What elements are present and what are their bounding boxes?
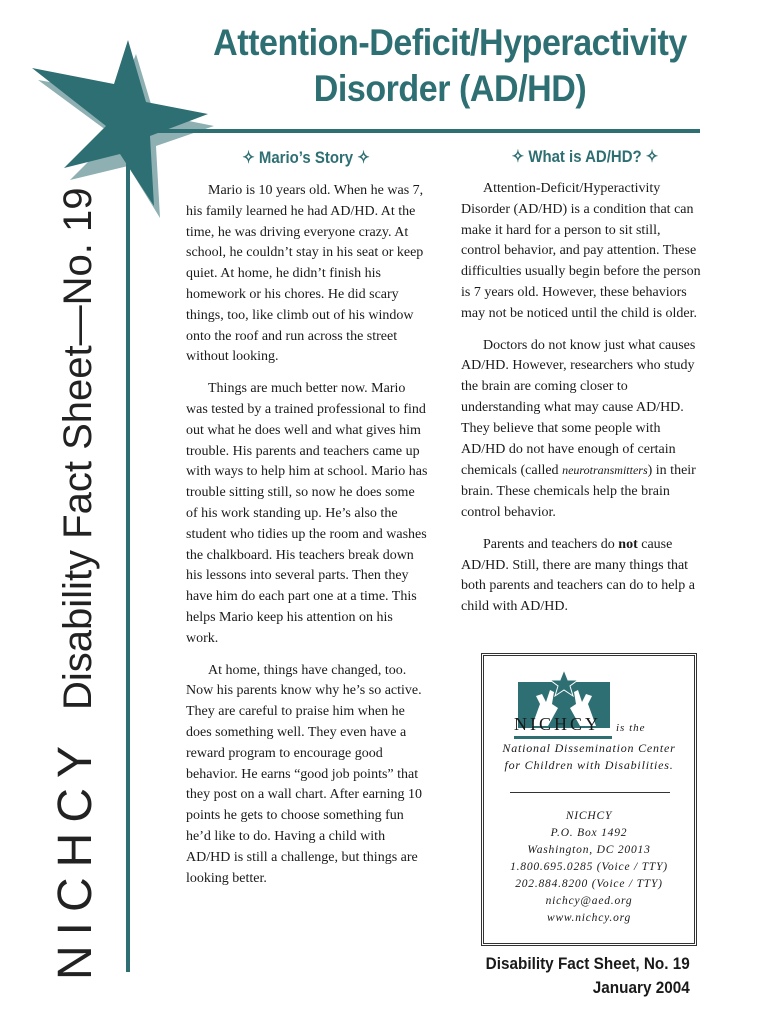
section-heading-what-is-adhd: ✧ What is AD/HD? ✧ — [511, 147, 659, 166]
title-line-1: Attention-Deficit/Hyperactivity — [213, 22, 687, 63]
paragraph: Mario is 10 years old. When he was 7, his family learned he had AD/HD. At the time, he was driving everyone crazy. At school, he couldn’t stay in his seat or keep quiet. At home, he didn’t finish his homework or his chores. He did scary things, too, like climb out of his window onto the roof and run across the street without looking. — [186, 183, 424, 365]
address-line: NICHCY — [565, 810, 613, 822]
address-line: Washington, DC 20013 — [527, 844, 651, 856]
term-neurotransmitters: neurotransmitters — [562, 463, 648, 478]
title-rule — [126, 129, 700, 133]
logo-wordmark: NICHCY — [514, 714, 602, 734]
paragraph: Attention-Deficit/Hyperactivity Disorder (AD/HD) is a condition that can make it hard for a person to sit still, control behavior, and pay attention. These difficulties usually begin before the person is 7 years old. However, these behaviors may not be noticed until the child is older. — [461, 181, 701, 321]
column-what-is-adhd — [461, 179, 703, 629]
footer — [486, 952, 690, 1000]
website-line: www.nichcy.org — [546, 912, 632, 924]
text-span: ) in their brain. These chemicals help the brain control behavior. — [461, 463, 696, 520]
text-span: Doctors do not know just what causes AD/HD. However, researchers who study the brain are coming closer to understanding what may cause AD/HD. They believe that some people with AD/HD do not have enough of certain chemicals (called — [461, 337, 696, 479]
phone-line: 202.884.8200 (Voice / TTY) — [515, 878, 663, 890]
masthead — [48, 188, 103, 980]
contact-box — [481, 653, 697, 946]
phone-line: 1.800.695.0285 (Voice / TTY) — [510, 861, 668, 873]
tagline-line: for Children with Disabilities. — [504, 758, 674, 772]
title-line-2: Disorder (AD/HD) — [313, 68, 587, 109]
footer-date: January 2004 — [593, 978, 690, 997]
emphasis-not: not — [618, 536, 638, 552]
text-span: cause AD/HD. Still, there are many things that both parents and teachers can do to help a child with AD/HD. — [461, 536, 696, 615]
page-title — [192, 20, 707, 112]
tagline-line: National Dissemination Center — [502, 741, 676, 755]
address-line: P.O. Box 1492 — [550, 827, 628, 839]
vertical-rule — [126, 148, 130, 972]
contact-address — [488, 808, 690, 927]
footer-series: Disability Fact Sheet, No. 19 — [485, 954, 690, 973]
column-marios-story — [186, 181, 428, 900]
masthead-series: Disability Fact Sheet—No. 19 — [56, 187, 100, 710]
paragraph — [461, 535, 703, 618]
paragraph: At home, things have changed, too. Now his parents know why he’s so active. They are careful to praise him when he does something well. They even have a reward program to encourage good behavior. He earns “good job points” that they post on a wall chart. After earning 10 points he gets to choose something fun he’d like to do. Having a child with AD/HD is still a challenge, but things are looking better. — [186, 662, 422, 886]
masthead-org: NICHCY — [49, 735, 102, 980]
organization-tagline — [488, 740, 690, 774]
section-heading-marios-story: ✧ Mario’s Story ✧ — [242, 148, 370, 167]
is-the-text: is the — [616, 722, 646, 734]
text-span: Parents and teachers do — [483, 536, 619, 552]
paragraph: Things are much better now. Mario was tested by a trained professional to find out what he does well and what gives him trouble. His parents and teachers came up with ways to help him at school. Mario has trouble sitting still, so now he does some of his work standing up. He’s also the student who tidies up the room and washes the chalkboard. His teachers break down his lessons into several parts. Then they have him do each part one at a time. This helps Mario keep his attention on his work. — [186, 381, 428, 646]
divider — [510, 792, 670, 793]
email-line: nichcy@aed.org — [545, 895, 633, 907]
paragraph — [461, 336, 703, 524]
logo-rule — [514, 736, 612, 739]
